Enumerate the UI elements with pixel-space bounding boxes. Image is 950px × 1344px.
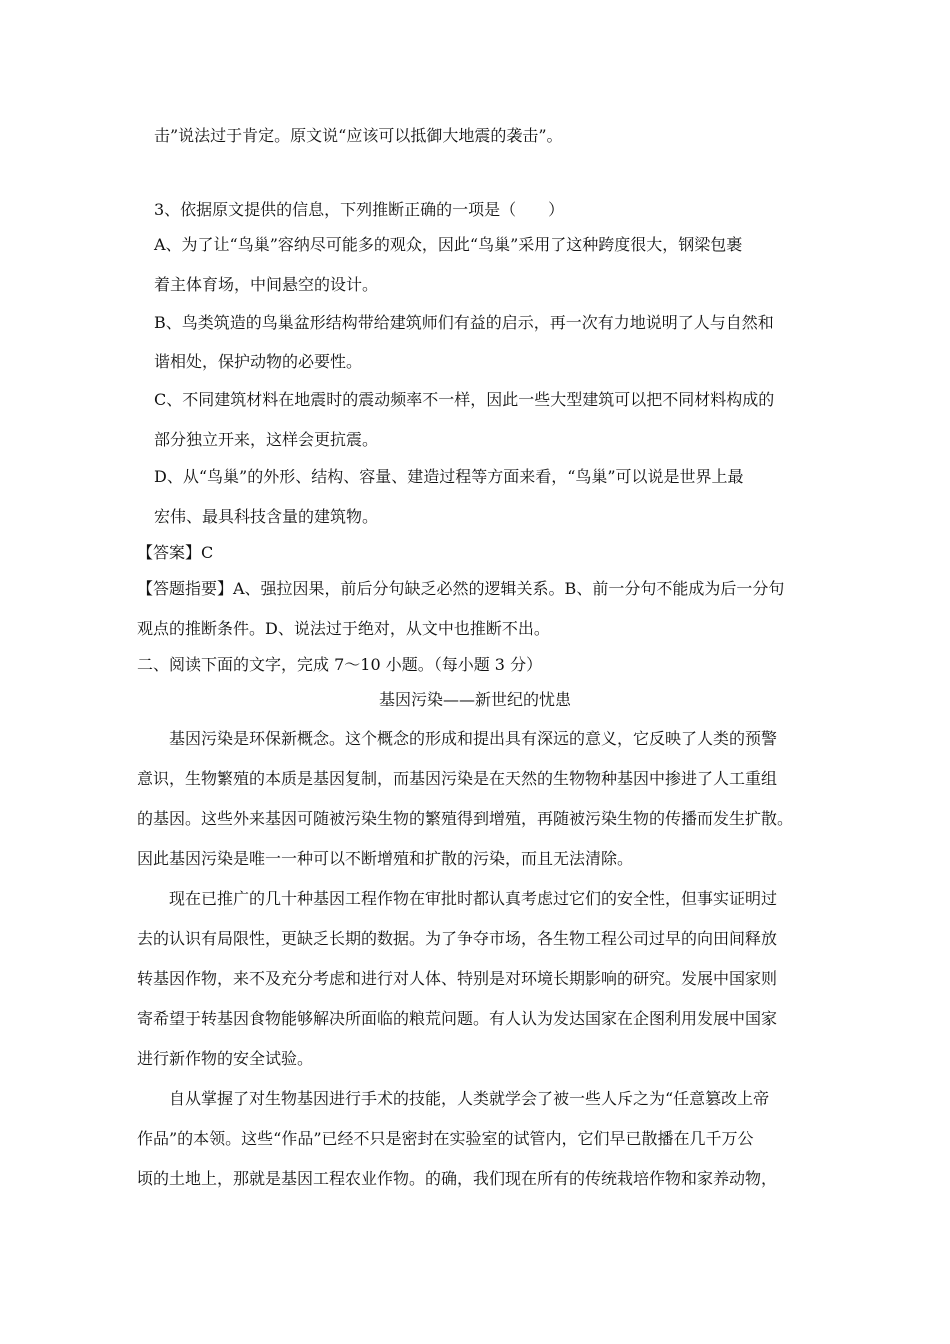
option-c-line-2: 部分独立开来，这样会更抗震。 bbox=[154, 430, 379, 449]
option-d-line-2: 宏伟、最具科技含量的建筑物。 bbox=[154, 507, 379, 526]
paragraph-3-line-1: 自从掌握了对生物基因进行手术的技能，人类就学会了被一些人斥之为“任意篡改上帝 bbox=[169, 1089, 770, 1108]
continuation-text: 击”说法过于肯定。原文说“应该可以抵御大地震的袭击”。 bbox=[154, 126, 563, 145]
paragraph-2-line-5: 进行新作物的安全试验。 bbox=[137, 1049, 314, 1068]
paragraph-3-line-2: 作品”的本领。这些“作品”已经不只是密封在实验室的试管内，它们早已散播在几千万公 bbox=[137, 1129, 754, 1148]
option-d-line-1: D、从“鸟巢”的外形、结构、容量、建造过程等方面来看，“鸟巢”可以说是世界上最 bbox=[154, 467, 744, 486]
option-b-line-1: B、鸟类筑造的鸟巢盆形结构带给建筑师们有益的启示，再一次有力地说明了人与自然和 bbox=[154, 313, 774, 332]
paragraph-1-line-3: 的基因。这些外来基因可随被污染生物的繁殖得到增殖，再随被污染生物的传播而发生扩散。 bbox=[137, 809, 794, 828]
paragraph-1-line-4: 因此基因污染是唯一一种可以不断增殖和扩散的污染，而且无法清除。 bbox=[137, 849, 634, 868]
option-a-line-1: A、为了让“鸟巢”容纳尽可能多的观众，因此“鸟巢”采用了这种跨度很大，钢梁包裹 bbox=[154, 235, 743, 254]
paragraph-2-line-3: 转基因作物，来不及充分考虑和进行对人体、特别是对环境长期影响的研究。发展中国家则 bbox=[137, 969, 778, 988]
paragraph-1-line-1: 基因污染是环保新概念。这个概念的形成和提出具有深远的意义，它反映了人类的预警 bbox=[169, 729, 778, 748]
paragraph-1-line-2: 意识，生物繁殖的本质是基因复制，而基因污染是在天然的生物物种基因中掺进了人工重组 bbox=[137, 769, 778, 788]
answer-label: 【答案】C bbox=[137, 543, 214, 562]
section-heading: 二、阅读下面的文字，完成 7～10 小题。（每小题 3 分） bbox=[137, 655, 543, 674]
paragraph-2-line-4: 寄希望于转基因食物能够解决所面临的粮荒问题。有人认为发达国家在企图利用发展中国家 bbox=[137, 1009, 778, 1028]
explanation-line-1: 【答题指要】A、强拉因果，前后分句缺乏必然的逻辑关系。B、前一分句不能成为后一分句 bbox=[137, 579, 785, 598]
question-3-stem: 3、依据原文提供的信息，下列推断正确的一项是（ ） bbox=[154, 200, 565, 219]
option-b-line-2: 谐相处，保护动物的必要性。 bbox=[154, 352, 363, 371]
option-a-line-2: 着主体育场，中间悬空的设计。 bbox=[154, 275, 379, 294]
option-c-line-1: C、不同建筑材料在地震时的震动频率不一样，因此一些大型建筑可以把不同材料构成的 bbox=[154, 390, 775, 409]
paragraph-3-line-3: 顷的土地上，那就是基因工程农业作物。的确，我们现在所有的传统栽培作物和家养动物， bbox=[137, 1169, 778, 1188]
explanation-line-2: 观点的推断条件。D、说法过于绝对，从文中也推断不出。 bbox=[137, 619, 550, 638]
paragraph-2-line-2: 去的认识有局限性，更缺乏长期的数据。为了争夺市场，各生物工程公司过早的向田间释放 bbox=[137, 929, 778, 948]
paragraph-2-line-1: 现在已推广的几十种基因工程作物在审批时都认真考虑过它们的安全性，但事实证明过 bbox=[169, 889, 778, 908]
article-title: 基因污染——新世纪的忧患 bbox=[378, 690, 571, 709]
